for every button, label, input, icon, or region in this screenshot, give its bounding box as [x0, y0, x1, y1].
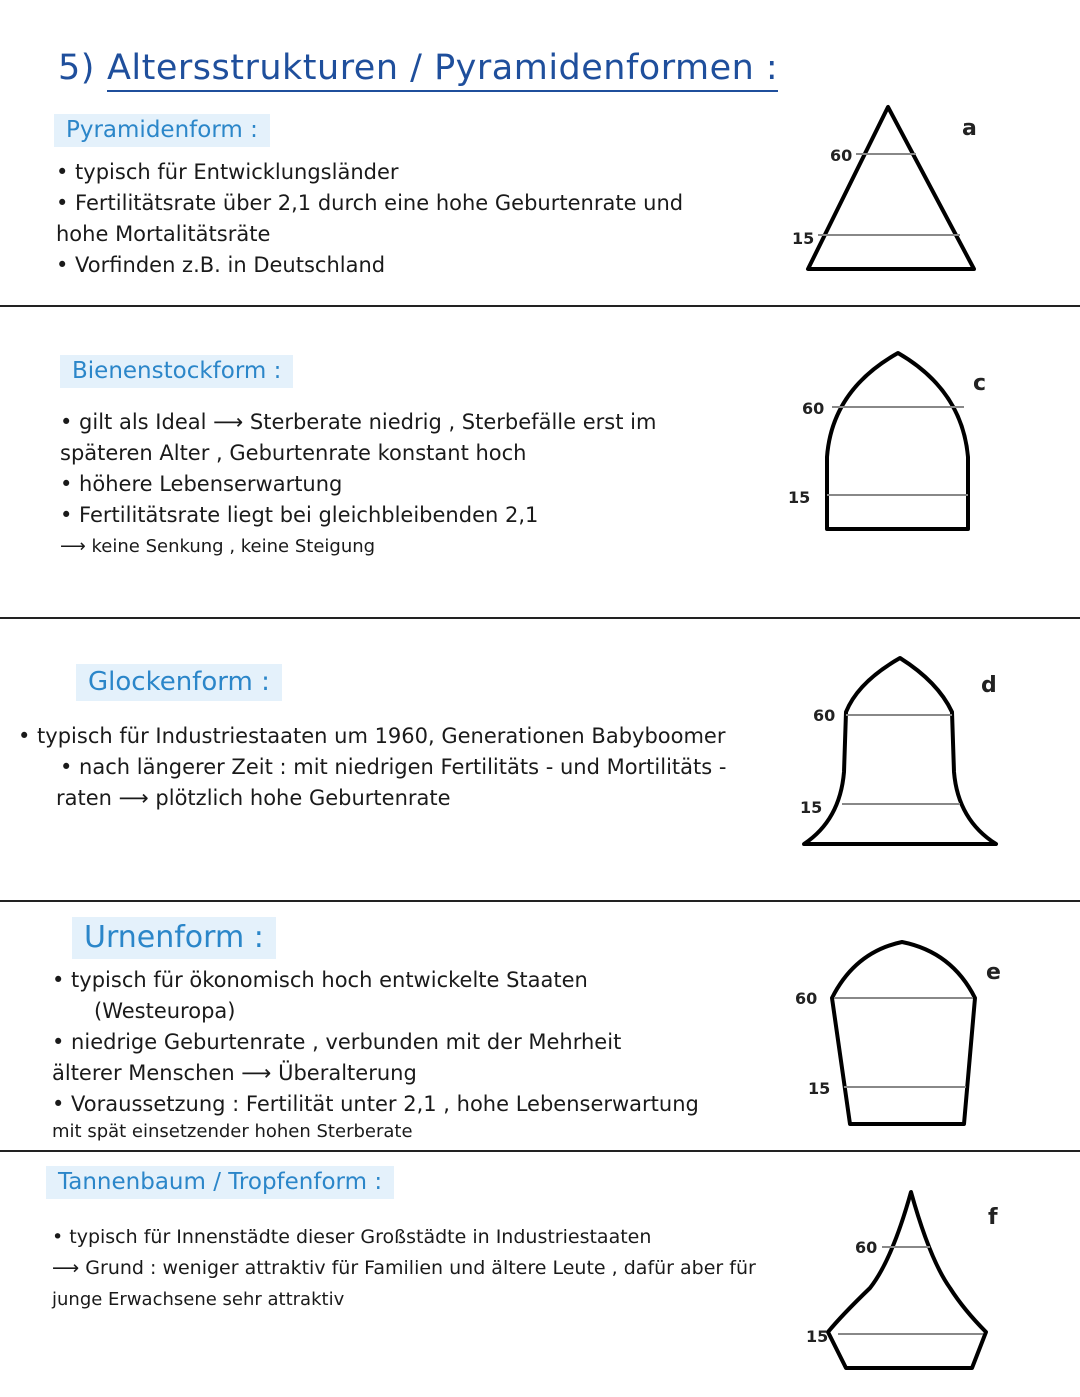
section-divider	[0, 900, 1080, 902]
beehive-diagram-c	[780, 345, 1010, 545]
diagram-letter: a	[962, 116, 977, 141]
text-line: hohe Mortalitätsräte	[56, 222, 271, 246]
section-label-glockenform: Glockenform :	[76, 664, 282, 701]
text-line: späteren Alter , Geburtenrate konstant hoch	[60, 441, 527, 465]
tick-60: 60	[813, 706, 836, 725]
droplet-diagram-f	[780, 1180, 1020, 1380]
text-line: • niedrige Geburtenrate , verbunden mit der Mehrheit	[52, 1030, 622, 1054]
text-line: • gilt als Ideal ⟶ Sterberate niedrig , Sterbefälle erst im	[60, 410, 657, 434]
tick-60: 60	[855, 1238, 878, 1257]
urn-outline	[832, 942, 975, 1124]
bell-outline	[804, 658, 996, 844]
text-line: junge Erwachsene sehr attraktiv	[52, 1289, 345, 1310]
section-text-urnenform	[52, 965, 699, 1144]
section-divider	[0, 1150, 1080, 1152]
tick-60: 60	[830, 146, 853, 165]
section-label-bienenstockform: Bienenstockform :	[60, 355, 293, 388]
text-line: • Voraussetzung : Fertilität unter 2,1 , hohe Lebenserwartung	[52, 1092, 699, 1116]
section-text-bienenstockform	[60, 407, 656, 562]
text-line: • Vorfinden z.B. in Deutschland	[56, 253, 386, 277]
page-title	[58, 48, 778, 88]
text-line: ⟶ Grund : weniger attraktiv für Familien und ältere Leute , dafür aber für	[52, 1257, 756, 1279]
text-line: • typisch für Entwicklungsländer	[56, 160, 399, 184]
section-text-pyramidenform	[56, 157, 683, 281]
text-line: • Fertilitätsrate über 2,1 durch eine hohe Geburtenrate und	[56, 191, 684, 215]
title-text: Altersstrukturen / Pyramidenformen :	[107, 48, 778, 92]
text-line: (Westeuropa)	[94, 999, 236, 1023]
pyramid-diagram-a	[780, 95, 1000, 285]
section-divider	[0, 305, 1080, 307]
diagram-letter: e	[986, 960, 1001, 985]
text-line: mit spät einsetzender hohen Sterberate	[52, 1121, 413, 1142]
text-line: älterer Menschen ⟶ Überalterung	[52, 1061, 417, 1085]
tick-60: 60	[802, 399, 825, 418]
section-text-glockenform	[18, 721, 726, 814]
diagram-letter: c	[973, 371, 987, 396]
text-line: • nach längerer Zeit : mit niedrigen Fertilitäts - und Mortilitäts -	[60, 755, 727, 779]
pyramid-outline	[808, 107, 974, 269]
diagram-letter: f	[988, 1205, 998, 1230]
tick-15: 15	[808, 1079, 831, 1098]
tick-60: 60	[795, 989, 818, 1008]
section-label-tannenbaumform: Tannenbaum / Tropfenform :	[46, 1166, 394, 1199]
section-divider	[0, 617, 1080, 619]
tick-15: 15	[806, 1327, 829, 1346]
text-line: • typisch für ökonomisch hoch entwickelte Staaten	[52, 968, 588, 992]
section-label-pyramidenform: Pyramidenform :	[54, 114, 270, 147]
bell-diagram-d	[780, 650, 1020, 855]
section-label-urnenform: Urnenform :	[72, 917, 276, 959]
text-line: • höhere Lebenserwartung	[60, 472, 343, 496]
droplet-outline	[828, 1192, 986, 1368]
tick-15: 15	[792, 229, 815, 248]
tick-15: 15	[800, 798, 823, 817]
urn-diagram-e	[780, 930, 1020, 1130]
section-text-tannenbaumform	[52, 1222, 756, 1315]
diagram-letter: d	[981, 673, 997, 698]
text-line: • typisch für Innenstädte dieser Großstädte in Industriestaaten	[52, 1226, 652, 1248]
title-number: 5)	[58, 48, 95, 88]
beehive-outline	[827, 353, 968, 529]
text-line: ⟶ keine Senkung , keine Steigung	[60, 536, 376, 557]
text-line: raten ⟶ plötzlich hohe Geburtenrate	[56, 786, 451, 810]
text-line: • typisch für Industriestaaten um 1960, Generationen Babyboomer	[18, 724, 726, 748]
tick-15: 15	[788, 488, 811, 507]
text-line: • Fertilitätsrate liegt bei gleichbleibenden 2,1	[60, 503, 539, 527]
